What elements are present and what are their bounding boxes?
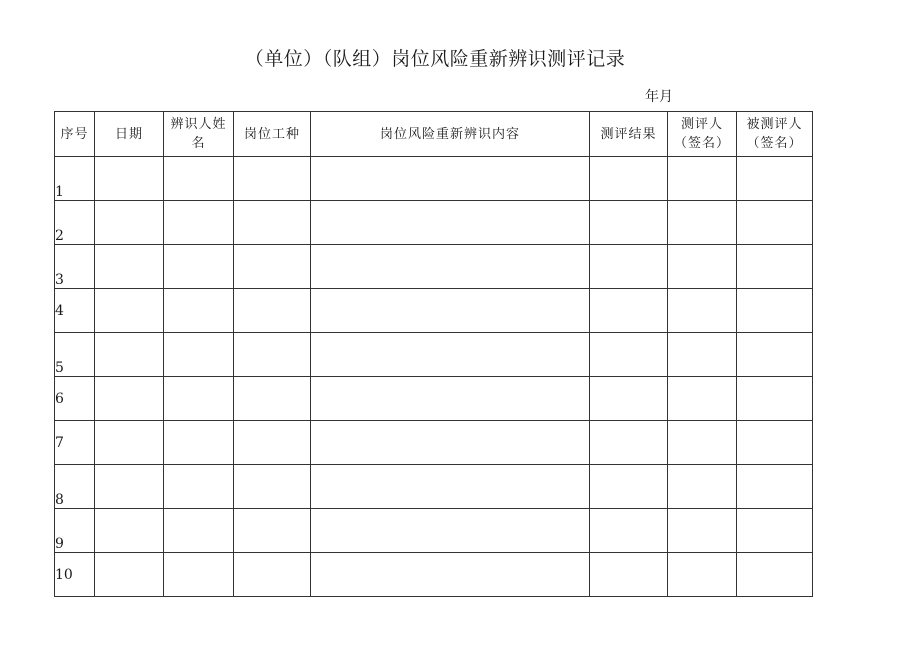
cell-result[interactable]: [590, 421, 668, 465]
cell-identifier-name[interactable]: [164, 157, 234, 201]
cell-content[interactable]: [311, 289, 590, 333]
cell-content[interactable]: [311, 509, 590, 553]
cell-identifier-name[interactable]: [164, 333, 234, 377]
table-row: [55, 377, 813, 421]
row-seq: 5: [55, 333, 95, 377]
header-evaluator: [668, 112, 737, 157]
record-table: [54, 111, 813, 597]
table-row: [55, 157, 813, 201]
table-row: [55, 333, 813, 377]
header-evaluator-line1: 测评人: [680, 117, 723, 132]
row-seq: 6: [55, 377, 95, 421]
header-row: [55, 112, 813, 157]
cell-evaluator-signature[interactable]: [668, 377, 737, 421]
header-evaluated-line1: 被测评人: [746, 117, 803, 132]
cell-content[interactable]: [311, 201, 590, 245]
header-identifier-name-line1: 辨识人姓: [170, 117, 227, 132]
cell-job-type[interactable]: [234, 333, 311, 377]
cell-evaluated-signature[interactable]: [737, 245, 813, 289]
cell-evaluated-signature[interactable]: [737, 553, 813, 597]
cell-identifier-name[interactable]: [164, 553, 234, 597]
cell-job-type[interactable]: [234, 509, 311, 553]
cell-date[interactable]: [95, 289, 164, 333]
row-seq: 1: [55, 157, 95, 201]
cell-job-type[interactable]: [234, 201, 311, 245]
cell-result[interactable]: [590, 377, 668, 421]
header-evaluator-line2: （签名）: [673, 136, 730, 151]
cell-content[interactable]: [311, 553, 590, 597]
cell-date[interactable]: [95, 553, 164, 597]
cell-date[interactable]: [95, 201, 164, 245]
cell-date[interactable]: [95, 333, 164, 377]
cell-evaluated-signature[interactable]: [737, 509, 813, 553]
cell-job-type[interactable]: [234, 157, 311, 201]
cell-content[interactable]: [311, 421, 590, 465]
date-label: 年月: [645, 89, 673, 105]
cell-evaluated-signature[interactable]: [737, 289, 813, 333]
cell-identifier-name[interactable]: [164, 377, 234, 421]
cell-evaluator-signature[interactable]: [668, 289, 737, 333]
cell-job-type[interactable]: [234, 465, 311, 509]
header-date: 日期: [95, 112, 164, 157]
header-identifier-name-line2: 名: [191, 136, 206, 151]
table-row: [55, 553, 813, 597]
cell-result[interactable]: [590, 509, 668, 553]
cell-evaluator-signature[interactable]: [668, 465, 737, 509]
cell-result[interactable]: [590, 157, 668, 201]
cell-content[interactable]: [311, 245, 590, 289]
cell-job-type[interactable]: [234, 421, 311, 465]
table-row: [55, 421, 813, 465]
row-seq: 4: [55, 289, 95, 333]
row-seq: 3: [55, 245, 95, 289]
cell-identifier-name[interactable]: [164, 465, 234, 509]
row-seq: 9: [55, 509, 95, 553]
cell-evaluated-signature[interactable]: [737, 333, 813, 377]
cell-date[interactable]: [95, 157, 164, 201]
cell-evaluator-signature[interactable]: [668, 509, 737, 553]
row-seq: 10: [55, 553, 95, 597]
table-row: [55, 465, 813, 509]
row-seq: 8: [55, 465, 95, 509]
cell-evaluator-signature[interactable]: [668, 421, 737, 465]
header-evaluated-line2: （签名）: [746, 136, 803, 151]
cell-evaluator-signature[interactable]: [668, 333, 737, 377]
table-row: [55, 201, 813, 245]
cell-result[interactable]: [590, 465, 668, 509]
row-seq: 2: [55, 201, 95, 245]
cell-result[interactable]: [590, 245, 668, 289]
document-title: （单位）（队组）岗位风险重新辨识测评记录: [244, 48, 626, 70]
cell-evaluated-signature[interactable]: [737, 201, 813, 245]
cell-date[interactable]: [95, 245, 164, 289]
cell-content[interactable]: [311, 377, 590, 421]
cell-evaluated-signature[interactable]: [737, 377, 813, 421]
cell-content[interactable]: [311, 333, 590, 377]
cell-identifier-name[interactable]: [164, 421, 234, 465]
cell-identifier-name[interactable]: [164, 201, 234, 245]
cell-content[interactable]: [311, 465, 590, 509]
cell-job-type[interactable]: [234, 245, 311, 289]
cell-job-type[interactable]: [234, 553, 311, 597]
cell-date[interactable]: [95, 509, 164, 553]
cell-job-type[interactable]: [234, 377, 311, 421]
table-row: [55, 289, 813, 333]
cell-date[interactable]: [95, 377, 164, 421]
cell-evaluated-signature[interactable]: [737, 157, 813, 201]
cell-evaluator-signature[interactable]: [668, 157, 737, 201]
header-seq: 序号: [55, 112, 95, 157]
header-result: 测评结果: [590, 112, 668, 157]
cell-date[interactable]: [95, 421, 164, 465]
row-seq: 7: [55, 421, 95, 465]
cell-result[interactable]: [590, 553, 668, 597]
cell-result[interactable]: [590, 201, 668, 245]
cell-identifier-name[interactable]: [164, 509, 234, 553]
cell-identifier-name[interactable]: [164, 245, 234, 289]
cell-job-type[interactable]: [234, 289, 311, 333]
header-identifier-name: [164, 112, 234, 157]
cell-content[interactable]: [311, 157, 590, 201]
cell-identifier-name[interactable]: [164, 289, 234, 333]
header-job-type: 岗位工种: [234, 112, 311, 157]
cell-evaluated-signature[interactable]: [737, 421, 813, 465]
header-evaluated: [737, 112, 813, 157]
cell-date[interactable]: [95, 465, 164, 509]
cell-evaluated-signature[interactable]: [737, 465, 813, 509]
table-row: [55, 509, 813, 553]
cell-evaluator-signature[interactable]: [668, 245, 737, 289]
header-content: 岗位风险重新辨识内容: [311, 112, 590, 157]
cell-evaluator-signature[interactable]: [668, 201, 737, 245]
cell-evaluator-signature[interactable]: [668, 553, 737, 597]
cell-result[interactable]: [590, 289, 668, 333]
table-row: [55, 245, 813, 289]
cell-result[interactable]: [590, 333, 668, 377]
